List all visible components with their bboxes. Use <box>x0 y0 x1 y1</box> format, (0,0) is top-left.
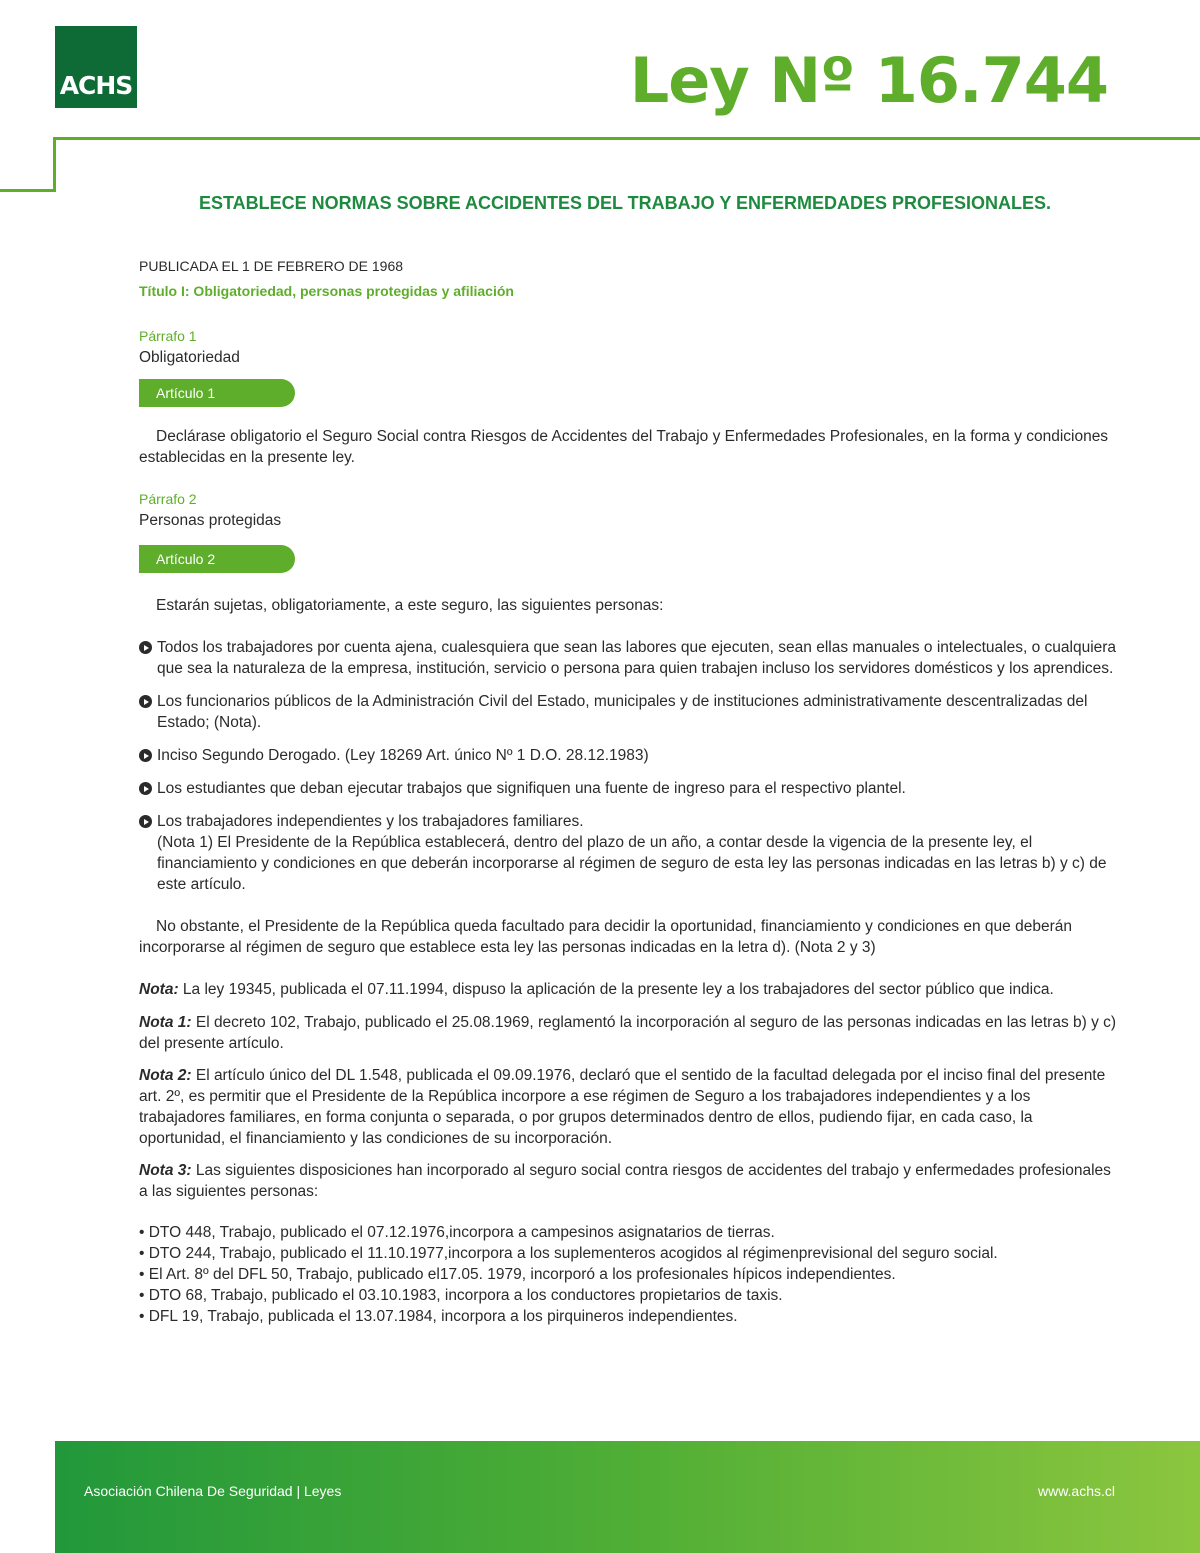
list-item: • DTO 244, Trabajo, publicado el 11.10.1977,incorpora a los suplementeros acogidos al régimenprevisional del seguro social. <box>139 1243 1119 1264</box>
note: Nota: La ley 19345, publicada el 07.11.1994, dispuso la aplicación de la presente ley a los trabajadores del sector público que indica. <box>139 981 1054 998</box>
article-2-closing: No obstante, el Presidente de la República queda facultado para decidir la oportunidad, financiamiento y condiciones en que deberán incorporarse al régimen de seguro que establece esta ley las personas indicadas en la letra d). (Nota 2 y 3) <box>139 918 1072 956</box>
law-title: Ley Nº 16.744 <box>629 44 1108 117</box>
article-2-label: Artículo 2 <box>156 550 216 567</box>
article-2-intro: Estarán sujetas, obligatoriamente, a este seguro, las siguientes personas: <box>156 597 664 614</box>
article-2-list <box>139 637 1119 895</box>
paragraph-1-name: Obligatoriedad <box>139 349 240 366</box>
list-item: Los trabajadores independientes y los trabajadores familiares. (Nota 1) El Presidente de la República establecerá, dentro del plazo de un año, a contar desde la vigencia de la presente ley, el financiamiento y condiciones en que deberán incorporarse al régimen de seguro de esta ley las personas indicadas en las letras b) y c) de este artículo. <box>139 811 1119 895</box>
paragraph-2-label: Párrafo 2 <box>139 491 197 507</box>
document-subtitle: ESTABLECE NORMAS SOBRE ACCIDENTES DEL TRABAJO Y ENFERMEDADES PROFESIONALES. <box>198 193 1052 213</box>
logo-text: ACHS <box>59 71 133 100</box>
arrow-circle-icon <box>139 815 152 828</box>
note-1-reference: (Nota 1) El Presidente de la República establecerá, dentro del plazo de un año, a contar desde la vigencia de la presente ley, el financiamiento y condiciones en que deberán incorporarse al régimen de seguro de esta ley las personas indicadas en las letras b) y c) de este artículo. <box>157 834 1107 893</box>
paragraph-1-label: Párrafo 1 <box>139 328 197 344</box>
footer-organization: Asociación Chilena De Seguridad | Leyes <box>84 1483 342 1499</box>
note-3: Nota 3: Las siguientes disposiciones han incorporado al seguro social contra riesgos de accidentes del trabajo y enfermedades profesionales a las siguientes personas: <box>139 1162 1111 1200</box>
footer-website-link[interactable]: www.achs.cl <box>1037 1483 1115 1499</box>
document-body <box>139 256 1119 1327</box>
publication-date: PUBLICADA EL 1 DE FEBRERO DE 1968 <box>139 258 404 274</box>
list-item: Inciso Segundo Derogado. (Ley 18269 Art. único Nº 1 D.O. 28.12.1983) <box>139 745 1119 766</box>
list-item: • DTO 68, Trabajo, publicado el 03.10.1983, incorpora a los conductores propietarios de taxis. <box>139 1285 1119 1306</box>
paragraph-2-name: Personas protegidas <box>139 512 282 529</box>
title-heading: Título I: Obligatoriedad, personas protegidas y afiliación <box>139 283 514 299</box>
list-item: • DFL 19, Trabajo, publicada el 13.07.1984, incorpora a los pirquineros independientes. <box>139 1306 1119 1327</box>
header-divider <box>53 137 1200 140</box>
note-1: Nota 1: El decreto 102, Trabajo, publicado el 25.08.1969, reglamentó la incorporación al seguro de las personas indicadas en las letras b) y c) del presente artículo. <box>139 1014 1117 1052</box>
article-1-text: Declárase obligatorio el Seguro Social contra Riesgos de Accidentes del Trabajo y Enfermedades Profesionales, en la forma y condiciones establecidas en la presente ley. <box>139 428 1109 466</box>
header-divider-vertical <box>53 137 56 192</box>
article-1-label: Artículo 1 <box>156 384 216 401</box>
arrow-circle-icon <box>139 695 152 708</box>
article-1-badge <box>139 379 295 407</box>
decree-list <box>139 1222 1119 1327</box>
list-item: • DTO 448, Trabajo, publicado el 07.12.1976,incorpora a campesinos asignatarios de tierras. <box>139 1222 1119 1243</box>
header-divider-stub <box>0 189 56 192</box>
arrow-circle-icon <box>139 749 152 762</box>
list-item: Todos los trabajadores por cuenta ajena, cualesquiera que sean las labores que ejecuten, sean ellas manuales o intelectuales, o cualquiera que sea la naturaleza de la empresa, institución, servicio o persona para quien trabajen incluso los servidores domésticos y los aprendices. <box>139 637 1119 679</box>
note-2: Nota 2: El artículo único del DL 1.548, publicada el 09.09.1976, declaró que el sentido de la facultad delegada por el inciso final del presente art. 2º, es permitir que el Presidente de la República incorpore a ese régimen de Seguro a los trabajadores independientes y a los trabajadores familiares, en forma conjunta o separada, o por grupos determinados dentro de ellos, pudiendo fijar, en cada caso, la oportunidad, el financiamiento y las condiciones de su incorporación. <box>139 1067 1106 1147</box>
note-block <box>139 979 1119 1202</box>
list-item: Los funcionarios públicos de la Administración Civil del Estado, municipales y de instituciones administrativamente descentralizadas del Estado; (Nota). <box>139 691 1119 733</box>
list-item: • El Art. 8º del DFL 50, Trabajo, publicado el17.05. 1979, incorporó a los profesionales hípicos independientes. <box>139 1264 1119 1285</box>
arrow-circle-icon <box>139 782 152 795</box>
article-2-badge <box>139 545 295 573</box>
arrow-circle-icon <box>139 641 152 654</box>
achs-logo <box>55 26 137 108</box>
list-item: Los estudiantes que deban ejecutar trabajos que signifiquen una fuente de ingreso para el respectivo plantel. <box>139 778 1119 799</box>
footer-bar <box>55 1441 1200 1553</box>
